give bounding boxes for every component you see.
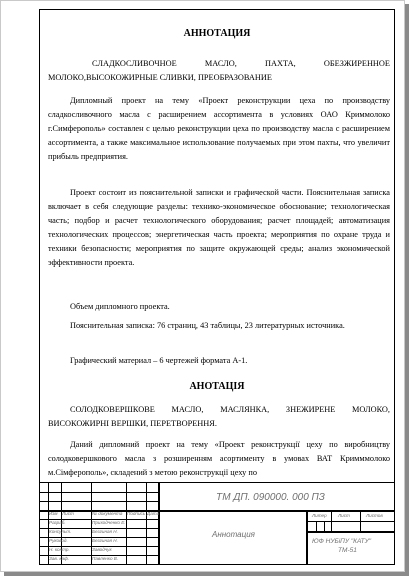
role-supervisor: Руковод. xyxy=(49,538,68,543)
paragraph-2-ru: Проект состоит из пояснительной записки и графической части. Пояснительная записка включает в себя следующие разделы: технико-экономическое обоснование; технологическая часть; подбор и расчет технологического оборудования; расчет площадей; автоматизация технологических процессов; энергетическая часть проекта; мероприятия по охране труда и техники безопасности; мероприятия по защите окружающей среды; анализ экономической эффективности проекта. xyxy=(48,188,390,268)
volume-line-ru: Объем дипломного проекта. xyxy=(70,302,170,311)
group: ТМ-51 xyxy=(338,547,357,554)
name-developer: Приходченко Е. xyxy=(92,520,126,525)
paragraph-1-uk: Даний дипломний проект на тему «Проект реконструкції цеху по виробництву солодковершкового масла з розширенням асортименту в умовах ВАТ Кримммолоко м.Сімферополь», складений з метою реконструкції цеху по xyxy=(48,440,390,478)
header-sheet: Лист xyxy=(338,513,350,518)
keywords-uk: СОЛОДКОВЕРШКОВЕ МАСЛО, МАСЛЯНКА, ЗНЕЖИРЕНЕ МОЛОКО, ВИСОКОЖИРНІ ВЕРШКИ, ПЕРЕТВОРЕННЯ. xyxy=(48,405,390,429)
name-consultant: Безгиная Н. xyxy=(92,529,118,534)
header-sheets: Листов xyxy=(366,513,383,518)
role-developer: Разраб. xyxy=(49,520,66,525)
col-list: Лист xyxy=(62,511,74,516)
header-liter: Литер xyxy=(312,513,327,518)
role-consultant: Консульт. xyxy=(49,529,72,534)
annotation-title-ru: АННОТАЦИЯ xyxy=(183,28,251,39)
role-head-of-dept: Зав. каф. xyxy=(49,556,70,561)
sheet-name: Аннотация xyxy=(212,530,255,539)
col-document: № документа xyxy=(92,511,123,516)
name-supervisor: Безгиная Н. xyxy=(92,538,118,543)
annotation-title-uk: АНОТАЦІЯ xyxy=(189,381,245,392)
drawing-frame xyxy=(39,9,395,565)
title-block xyxy=(40,482,394,565)
graphic-material-ru: Графический материал – 6 чертежей формата А-1. xyxy=(70,356,248,365)
name-head-of-dept: Павленко В. xyxy=(92,556,119,561)
paragraph-1-ru: Дипломный проект на тему «Проект реконструкции цеха по производству сладкосливочного масла с расширением ассортимента в условиях ОАО Криммолоко г.Симферополь» составлен с целью реконструкции цеха по производству масла с расширением ассортимента, а также максимальное использование получаемых при этом пахты, что увеличит прибыль предприятия. xyxy=(48,96,390,162)
name-norm-control: Заводчук xyxy=(92,547,112,552)
col-izm: Изм xyxy=(49,511,58,516)
col-date: Дата xyxy=(147,511,160,516)
document-code: ТМ ДП. 090000. 000 ПЗ xyxy=(216,492,325,503)
keywords-ru: СЛАДКОСЛИВОЧНОЕ МАСЛО, ПАХТА, ОБЕЗЖИРЕННОЕ МОЛОКО,ВЫСОКОЖИРНЫЕ СЛИВКИ, ПРЕОБРАЗОВАНИЕ xyxy=(48,59,390,83)
col-signature: Подпись xyxy=(127,511,146,516)
role-norm-control: Н. контр. xyxy=(49,547,70,552)
organization: ЮФ НУБіПУ "КАТУ" xyxy=(312,538,372,545)
explanatory-note-ru: Пояснительная записка: 76 страниц, 43 таблицы, 23 литературных источника. xyxy=(70,321,345,330)
